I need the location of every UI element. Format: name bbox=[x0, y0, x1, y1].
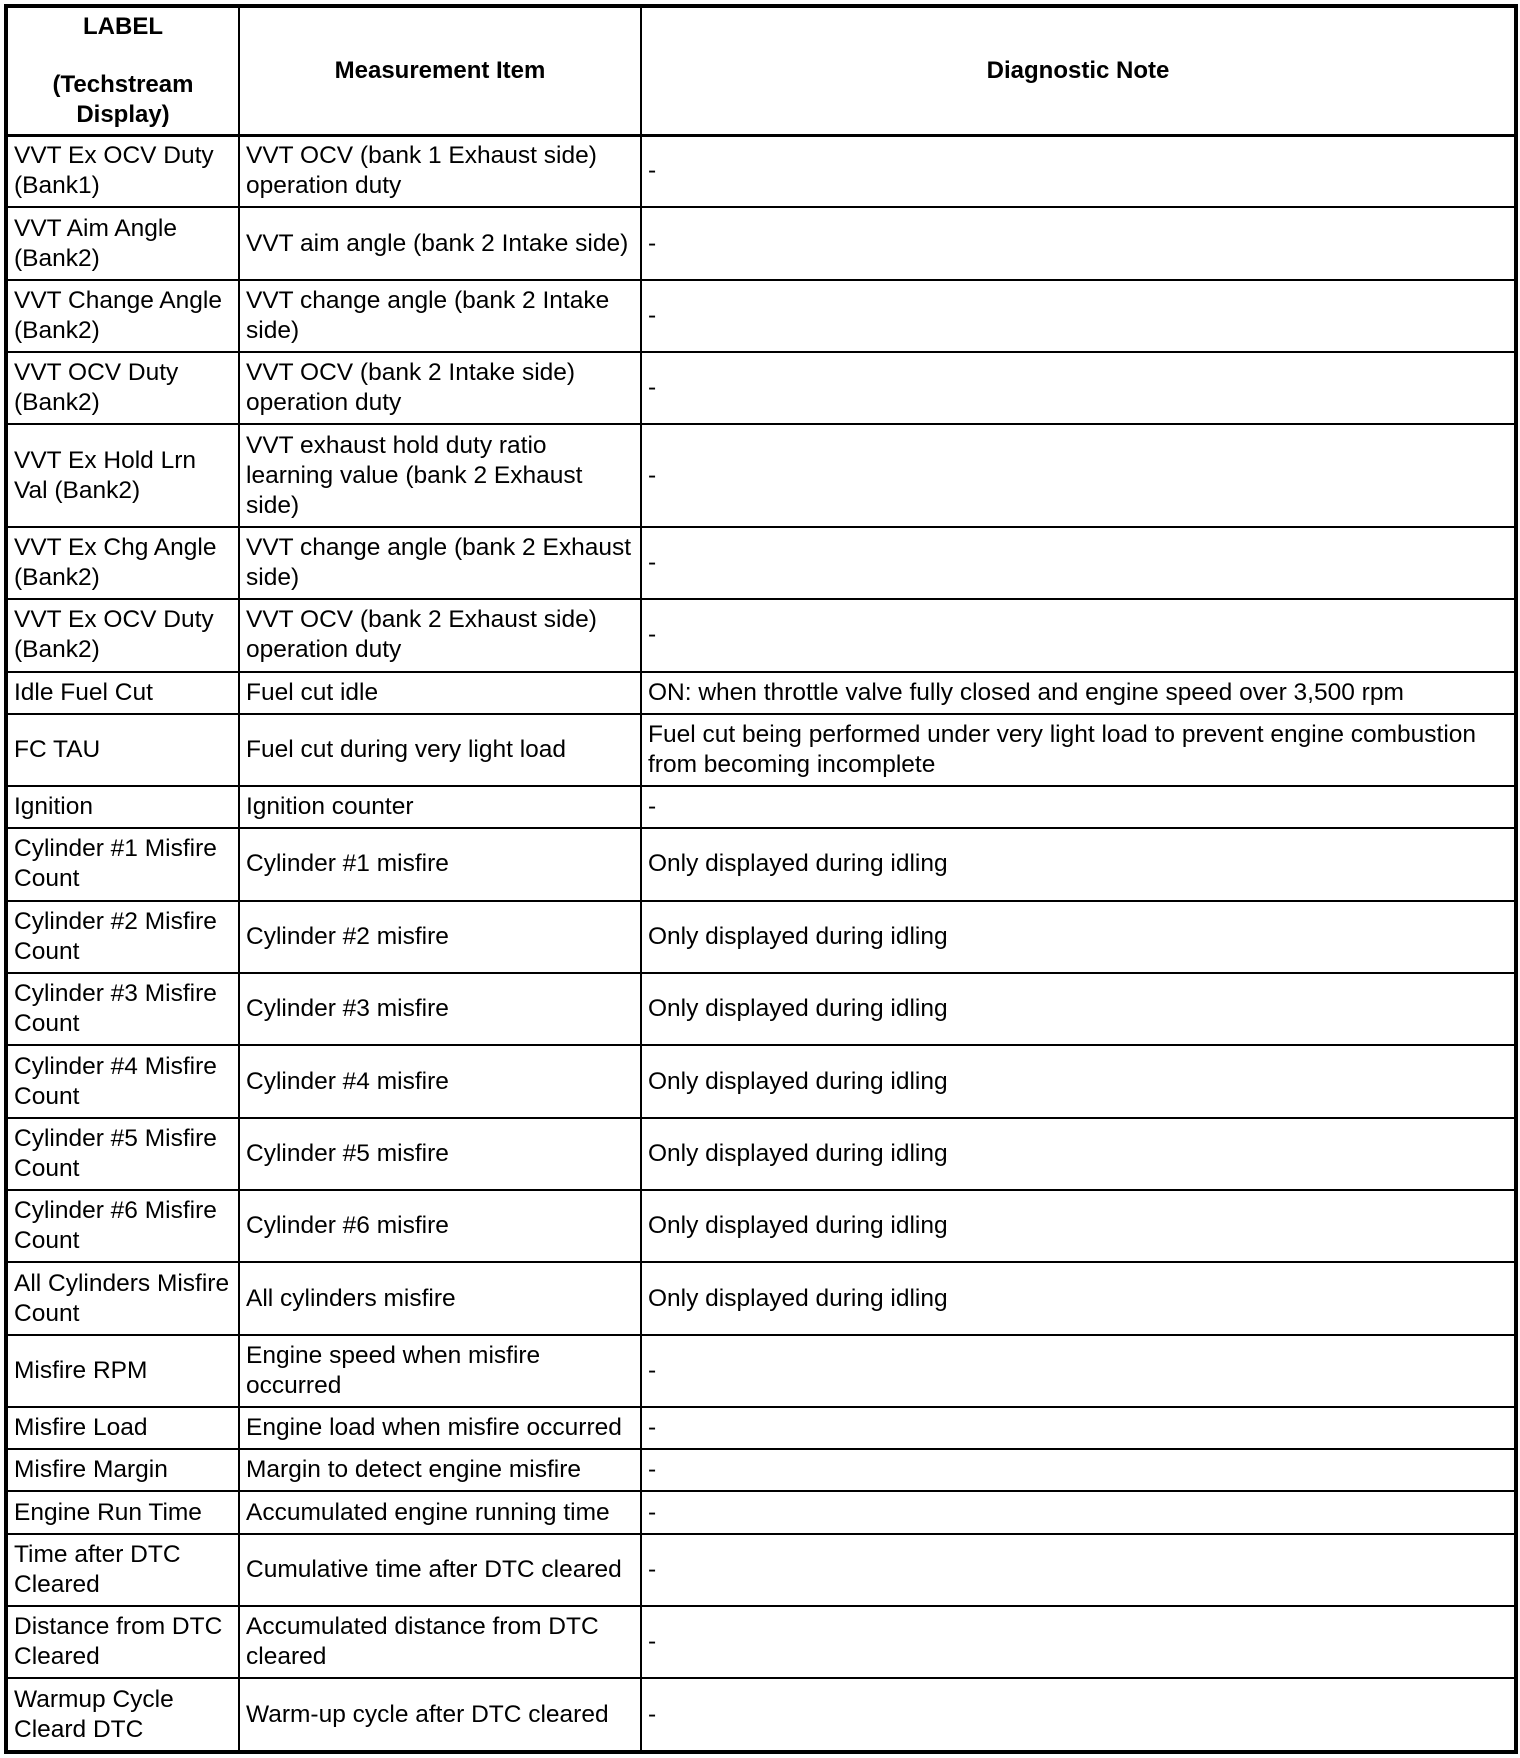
cell-label: Engine Run Time bbox=[7, 1491, 239, 1533]
cell-measurement-item: Accumulated engine running time bbox=[239, 1491, 641, 1533]
cell-label: Cylinder #1 Misfire Count bbox=[7, 828, 239, 900]
cell-diagnostic-note: - bbox=[641, 1335, 1515, 1407]
cell-diagnostic-note: - bbox=[641, 1534, 1515, 1606]
table-row bbox=[7, 1045, 1515, 1117]
cell-diagnostic-note: - bbox=[641, 1407, 1515, 1449]
cell-label: Cylinder #5 Misfire Count bbox=[7, 1118, 239, 1190]
cell-measurement-item: Cumulative time after DTC cleared bbox=[239, 1534, 641, 1606]
cell-diagnostic-note: Only displayed during idling bbox=[641, 973, 1515, 1045]
table-row bbox=[7, 599, 1515, 671]
cell-diagnostic-note: ON: when throttle valve fully closed and engine speed over 3,500 rpm bbox=[641, 672, 1515, 714]
cell-label: VVT Ex OCV Duty (Bank1) bbox=[7, 135, 239, 207]
cell-diagnostic-note: - bbox=[641, 599, 1515, 671]
cell-measurement-item: Fuel cut idle bbox=[239, 672, 641, 714]
cell-label: Cylinder #4 Misfire Count bbox=[7, 1045, 239, 1117]
cell-measurement-item: Cylinder #1 misfire bbox=[239, 828, 641, 900]
cell-measurement-item: Ignition counter bbox=[239, 786, 641, 828]
header-label-line1: LABEL bbox=[83, 12, 163, 40]
cell-measurement-item: Cylinder #4 misfire bbox=[239, 1045, 641, 1117]
table-row bbox=[7, 1491, 1515, 1533]
cell-label: Misfire Margin bbox=[7, 1449, 239, 1491]
cell-label: VVT Change Angle (Bank2) bbox=[7, 280, 239, 352]
cell-measurement-item: VVT aim angle (bank 2 Intake side) bbox=[239, 207, 641, 279]
cell-measurement-item: Margin to detect engine misfire bbox=[239, 1449, 641, 1491]
cell-measurement-item: Cylinder #5 misfire bbox=[239, 1118, 641, 1190]
header-diagnostic-note: Diagnostic Note bbox=[641, 7, 1515, 135]
cell-measurement-item: Warm-up cycle after DTC cleared bbox=[239, 1678, 641, 1751]
table-row bbox=[7, 207, 1515, 279]
cell-measurement-item: VVT change angle (bank 2 Intake side) bbox=[239, 280, 641, 352]
cell-measurement-item: Engine speed when misfire occurred bbox=[239, 1335, 641, 1407]
cell-diagnostic-note: - bbox=[641, 207, 1515, 279]
cell-measurement-item: Cylinder #3 misfire bbox=[239, 973, 641, 1045]
cell-measurement-item: All cylinders misfire bbox=[239, 1262, 641, 1334]
cell-diagnostic-note: - bbox=[641, 1606, 1515, 1678]
cell-measurement-item: Cylinder #2 misfire bbox=[239, 901, 641, 973]
cell-diagnostic-note: Only displayed during idling bbox=[641, 1262, 1515, 1334]
cell-diagnostic-note: Fuel cut being performed under very light load to prevent engine combustion from becoming incomplete bbox=[641, 714, 1515, 786]
cell-label: Cylinder #3 Misfire Count bbox=[7, 973, 239, 1045]
cell-label: VVT OCV Duty (Bank2) bbox=[7, 352, 239, 424]
cell-label: Time after DTC Cleared bbox=[7, 1534, 239, 1606]
cell-diagnostic-note: - bbox=[641, 135, 1515, 207]
cell-measurement-item: VVT OCV (bank 1 Exhaust side) operation duty bbox=[239, 135, 641, 207]
cell-measurement-item: Engine load when misfire occurred bbox=[239, 1407, 641, 1449]
cell-label: Warmup Cycle Cleard DTC bbox=[7, 1678, 239, 1751]
table-row bbox=[7, 672, 1515, 714]
cell-measurement-item: VVT OCV (bank 2 Intake side) operation duty bbox=[239, 352, 641, 424]
cell-label: Cylinder #2 Misfire Count bbox=[7, 901, 239, 973]
cell-label: VVT Aim Angle (Bank2) bbox=[7, 207, 239, 279]
table-row bbox=[7, 280, 1515, 352]
cell-label: All Cylinders Misfire Count bbox=[7, 1262, 239, 1334]
cell-diagnostic-note: - bbox=[641, 1491, 1515, 1533]
table-row bbox=[7, 1118, 1515, 1190]
cell-measurement-item: Fuel cut during very light load bbox=[239, 714, 641, 786]
table-row bbox=[7, 1335, 1515, 1407]
cell-diagnostic-note: - bbox=[641, 527, 1515, 599]
cell-measurement-item: VVT OCV (bank 2 Exhaust side) operation duty bbox=[239, 599, 641, 671]
table-row bbox=[7, 1262, 1515, 1334]
table-row bbox=[7, 1678, 1515, 1751]
table-row bbox=[7, 901, 1515, 973]
cell-diagnostic-note: Only displayed during idling bbox=[641, 1045, 1515, 1117]
table-row bbox=[7, 424, 1515, 527]
header-label-line2: (Techstream Display) bbox=[52, 70, 194, 128]
cell-label: VVT Ex OCV Duty (Bank2) bbox=[7, 599, 239, 671]
cell-diagnostic-note: Only displayed during idling bbox=[641, 901, 1515, 973]
cell-label: VVT Ex Chg Angle (Bank2) bbox=[7, 527, 239, 599]
cell-label: FC TAU bbox=[7, 714, 239, 786]
cell-label: VVT Ex Hold Lrn Val (Bank2) bbox=[7, 424, 239, 527]
cell-measurement-item: Cylinder #6 misfire bbox=[239, 1190, 641, 1262]
cell-label: Misfire Load bbox=[7, 1407, 239, 1449]
cell-label: Distance from DTC Cleared bbox=[7, 1606, 239, 1678]
cell-diagnostic-note: Only displayed during idling bbox=[641, 1118, 1515, 1190]
table-row bbox=[7, 527, 1515, 599]
cell-diagnostic-note: Only displayed during idling bbox=[641, 1190, 1515, 1262]
cell-diagnostic-note: - bbox=[641, 352, 1515, 424]
cell-diagnostic-note: Only displayed during idling bbox=[641, 828, 1515, 900]
table-row bbox=[7, 1534, 1515, 1606]
cell-diagnostic-note: - bbox=[641, 424, 1515, 527]
table-row bbox=[7, 1449, 1515, 1491]
table-row bbox=[7, 1407, 1515, 1449]
cell-label: Cylinder #6 Misfire Count bbox=[7, 1190, 239, 1262]
table-row bbox=[7, 786, 1515, 828]
table-row bbox=[7, 352, 1515, 424]
cell-diagnostic-note: - bbox=[641, 786, 1515, 828]
table-row bbox=[7, 1606, 1515, 1678]
header-measurement-item: Measurement Item bbox=[239, 7, 641, 135]
table-row bbox=[7, 1190, 1515, 1262]
table-row bbox=[7, 135, 1515, 207]
cell-measurement-item: Accumulated distance from DTC cleared bbox=[239, 1606, 641, 1678]
data-list-table bbox=[6, 6, 1516, 1752]
table-row bbox=[7, 973, 1515, 1045]
cell-label: Misfire RPM bbox=[7, 1335, 239, 1407]
header-label bbox=[7, 7, 239, 135]
cell-diagnostic-note: - bbox=[641, 280, 1515, 352]
cell-measurement-item: VVT exhaust hold duty ratio learning value (bank 2 Exhaust side) bbox=[239, 424, 641, 527]
cell-diagnostic-note: - bbox=[641, 1449, 1515, 1491]
cell-label: Idle Fuel Cut bbox=[7, 672, 239, 714]
cell-measurement-item: VVT change angle (bank 2 Exhaust side) bbox=[239, 527, 641, 599]
cell-label: Ignition bbox=[7, 786, 239, 828]
table-row bbox=[7, 828, 1515, 900]
table-row bbox=[7, 714, 1515, 786]
cell-diagnostic-note: - bbox=[641, 1678, 1515, 1751]
header-row bbox=[7, 7, 1515, 135]
